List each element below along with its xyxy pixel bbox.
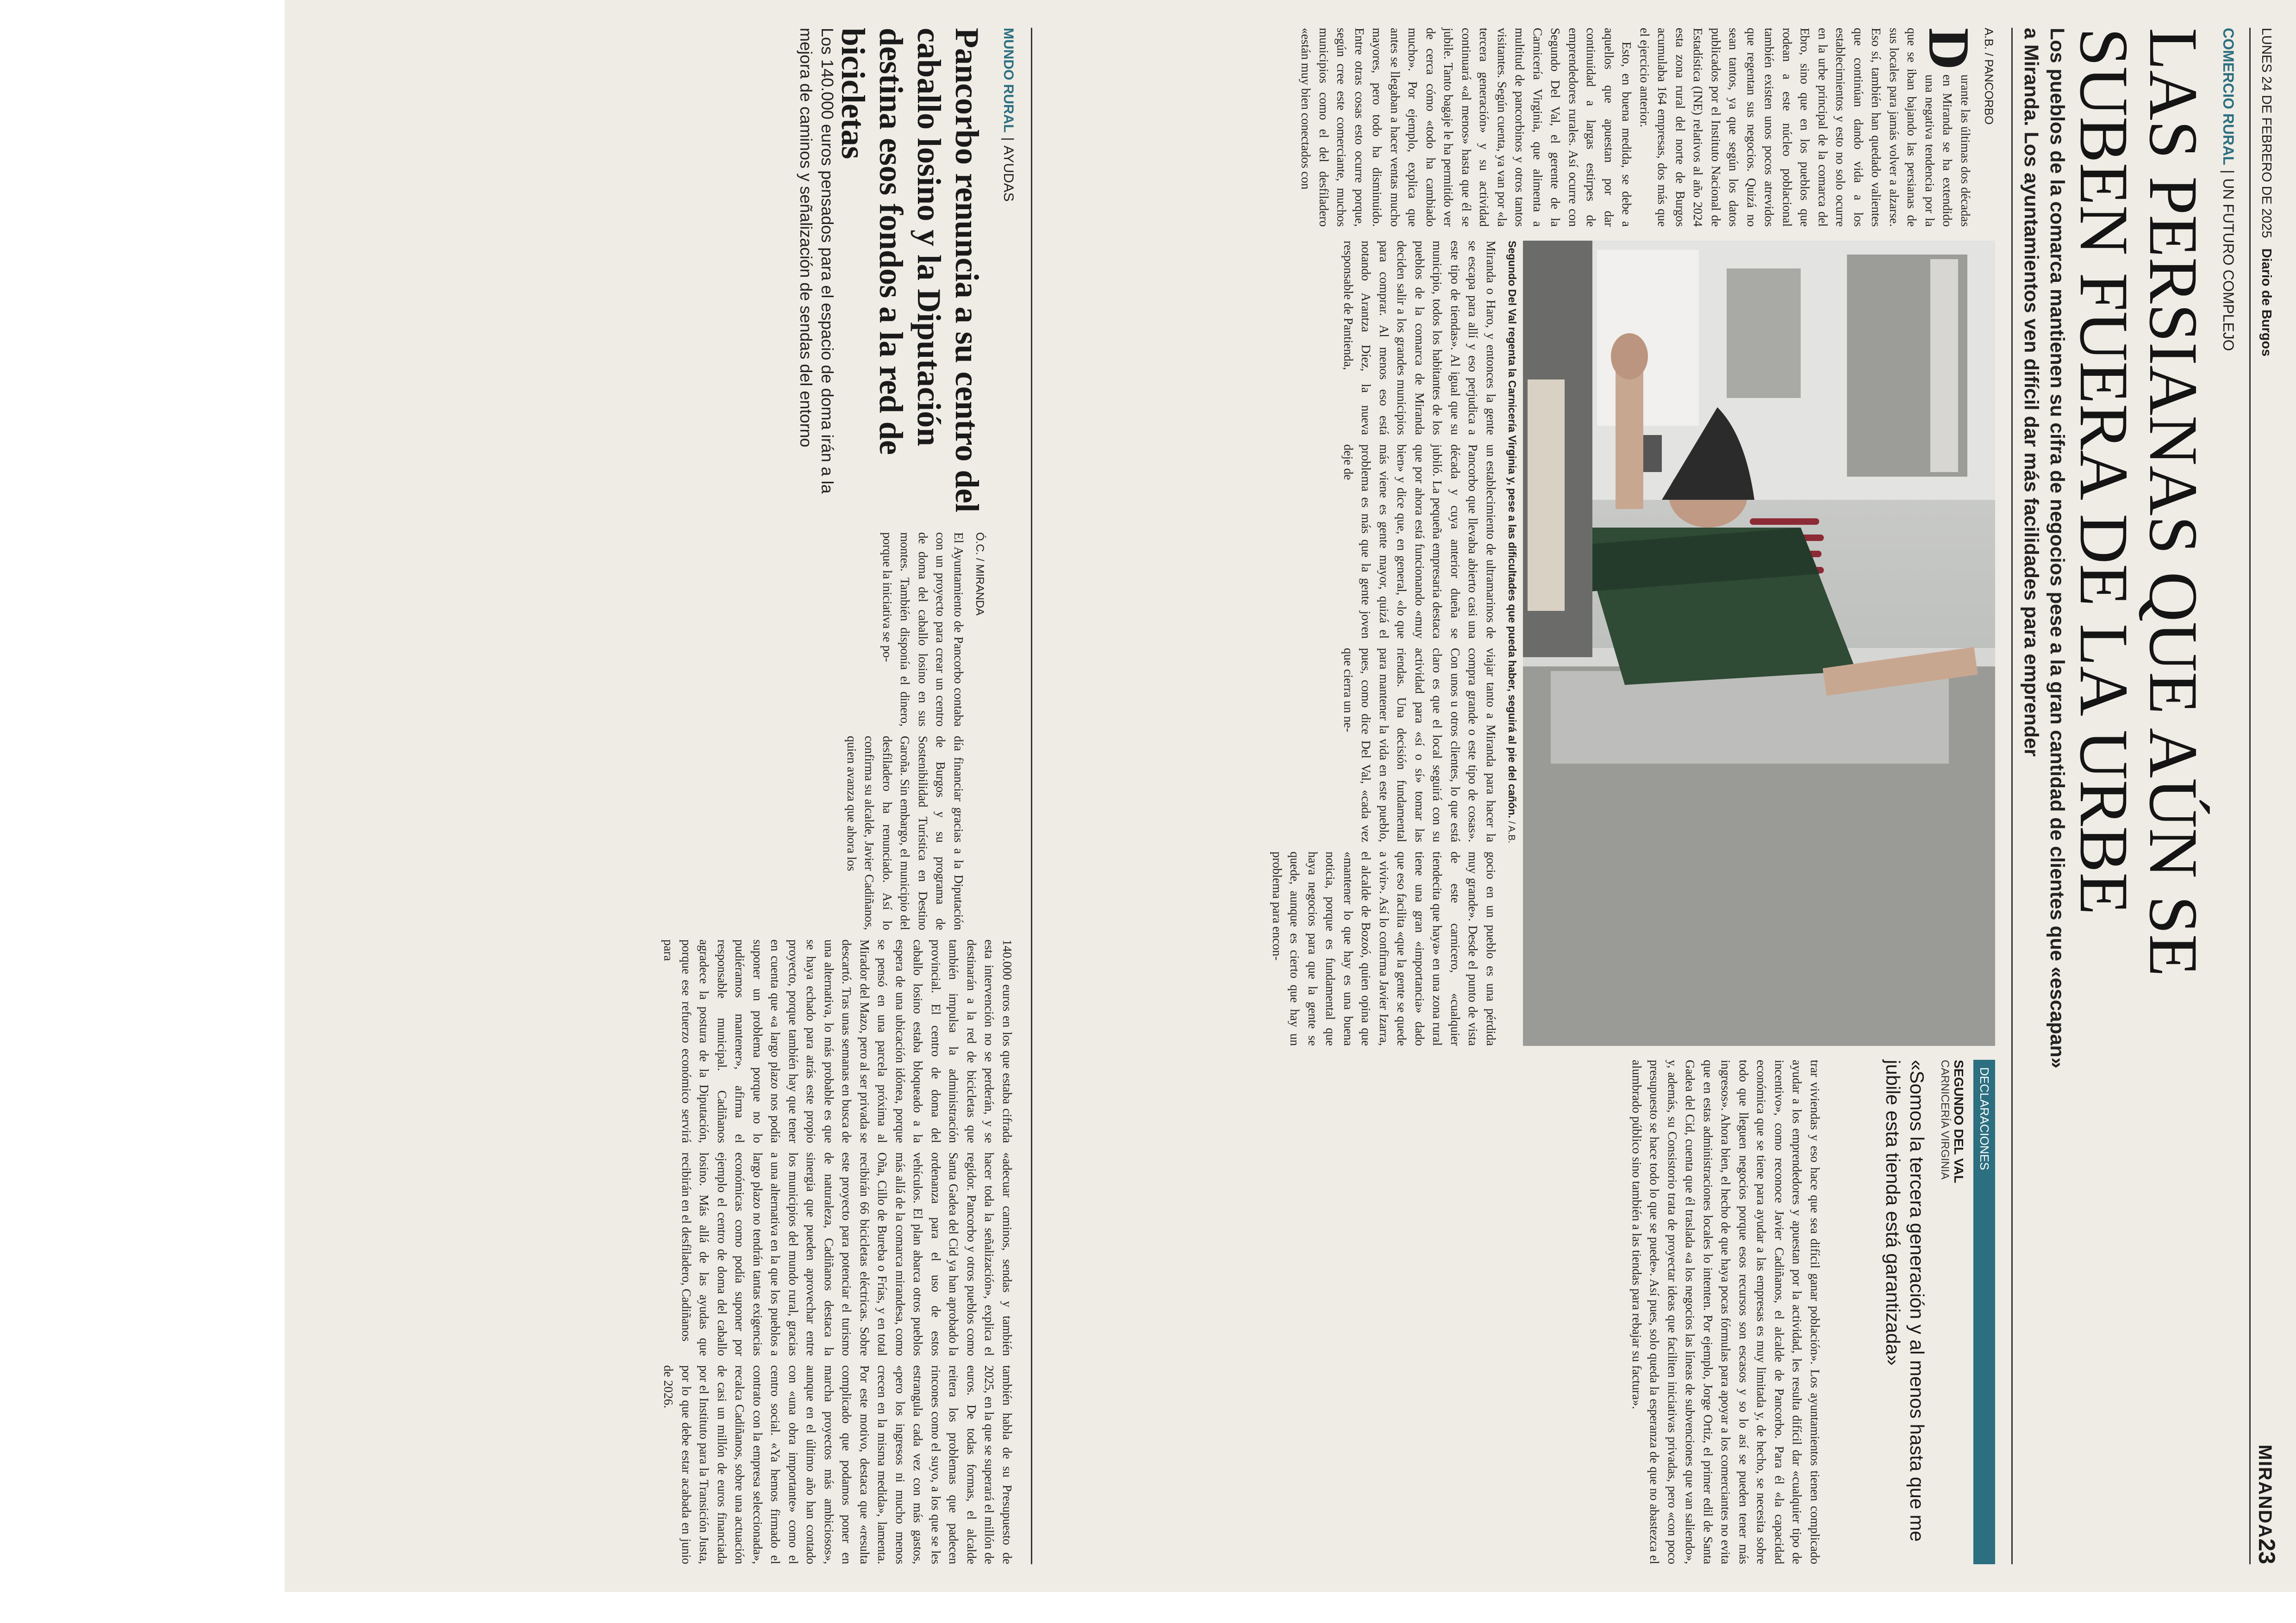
- main-col4-text: viajar tanto a Miranda para hacer la compra grande o este tipo de cosas». Con unos u otros clientes, lo que está claro es que el local seguirá con su actividad para «sí o sí» tomar las riendas. Una decisión fundamental para mantener la vida en este pueblo, pues, como dice Del Val, «cada vez que cierra un ne-: [1341, 648, 1498, 842]
- main-col1-p2: Esto, en buena medida, se debe a aquellos que apuestan por dar continuidad a largas estirpes de emprendedores rurales. Así ocurre con Segundo Del Val, el gerente de la Carnicería Virginia, que alimenta a multitud de pancorbinos y otros tantos visitantes. Según cuenta, ya van por «la tercera generación» y su actividad continuará «al menos» hasta que él se jubile. Tanto bagaje le ha permitido ver de cerca cómo «todo ha cambiado mucho». Por ejemplo, explica que antes se llegaban a hacer ventas mucho mayores, pero todo ha disminuido. Entre otras cosas esto ocurre porque, según cree este comerciante, muchos municipios como el del desfiladero «están muy bien conectados con: [1299, 28, 1634, 227]
- photo-caption: Segundo Del Val regenta la Carnicería Virginia y, pese a las dificultades que pueda haber, seguirá al pie del cañón.: [1506, 241, 1518, 818]
- main-column-2: [1037, 241, 1500, 435]
- article-separator: [1031, 28, 1032, 1564]
- second-tag-sub: AYUDAS: [1001, 145, 1016, 202]
- main-tag: COMERCIO RURAL|UN FUTURO COMPLEJO: [2220, 28, 2237, 351]
- newspaper-sheet: [285, 0, 2296, 1592]
- second-col2-text: día financiar gracias a la Diputación de Burgos y su programa de Sostenibilidad Turística en Destino Garoña. Sin embargo, el municipio del desfiladero ha renunciado. Así lo confirma su alcalde, Javier Cadiñanos, quien avanza que ahora los: [845, 736, 966, 930]
- main-subhead: Los pueblos de la comarca mantienen su cifra de negocios pese a la gran cantidad de clientes que «escapan» a Miranda. Los ayuntamientos ven difícil dar más facilidades para emprender: [2020, 28, 2068, 1069]
- main-column-5: [1037, 852, 1500, 1046]
- page-header-right: [2253, 1370, 2280, 1564]
- main-byline: A.B. / PANCORBO: [1982, 28, 1995, 125]
- header-section: MIRANDA: [2255, 1444, 2275, 1539]
- second-col1-text: El Ayuntamiento de Pancorbo contaba con un proyecto para crear un centro de doma del caballo losino en sus montes. También disponía el dinero, porque la iniciativa se po-: [880, 532, 966, 727]
- second-headline: Pancorbo renuncia a su centro del caballo losino y la Diputación destina esos fondos a la red de bicicletas: [835, 28, 986, 513]
- photo-caption-line: [1506, 241, 1518, 1046]
- header-date: LUNES 24 DE FEBRERO DE 2025: [2259, 28, 2274, 238]
- second-tag: MUNDO RURAL|AYUDAS: [1001, 28, 1016, 202]
- main-col5-text: gocio en un pueblo es una pérdida muy grande». Desde el punto de vista de este carnicero, «cualquier tiendecita que haya» en una zona rural tiene una gran «importancia» dado que eso facilita «que la gente se quede a vivir». Así lo confirma Javier Izarra, el alcalde de Bozoó, quien opina que «mantener lo que hay es una buena noticia, porque es fundamental que haya negocios para que la gente se quede, aunque es cierto que hay un problema para encon-: [1270, 852, 1498, 1046]
- second-column-4: [680, 1152, 1016, 1356]
- main-col2-text: Miranda o Haro, y entonces la gente se escapa para allí y eso perjudica a este tipo de tiendas». Al igual que su municipio, todos los habitantes de los pueblos de la comarca de Miranda deciden salir a los grandes municipios para comprar. Al menos eso está notando Arantza Díez, la nueva responsable de Pantienda,: [1341, 241, 1498, 435]
- main-col6-text: trar viviendas y eso hace que sea difícil ganar población». Los ayuntamientos tienen complicado ayudar a los emprendedores y apuestan por la actividad, les resulta difícil dar «cualquier tipo de incentivo», como reconoce Javier Cadiñanos, el alcalde de Pancorbo. Para él «la capacidad económica que se tiene para ayudar a las empresas es muy limitada y, de hecho, se necesita sobre todo que lleguen negocios porque esos recursos son escasos y so lo así se pueden tener más ingresos». Ahora bien, el hecho de que haya pocas fórmulas para apoyar a los comerciantes no evita que en estas administraciones locales lo intenten. Por ejemplo, Jorge Ortiz, el primer edil de Santa Gadea del Cid, cuenta que él traslada «a los negocios las líneas de subvenciones que van saliendo», y, además, su Consistorio trata de proyectar ideas que faciliten iniciativas privadas, pero «con poco presupuesto se hace todo lo que se puede». Así pues, solo queda la esperanza de que no abastezca el alumbrado público sino también a las tiendas para rebajar su factura».: [1630, 1060, 1822, 1564]
- main-col1-p1: urante las últimas dos décadas en Miranda se ha extendido una negativa tendencia por la que se iban bajando las persianas de sus locales para jamás volver a alzarse. Eso sí, también han quedado valientes que continúan dando vida a los establecimientos y esto no solo ocurre en la urbe principal de la comarca del Ebro, sino que en los pueblos que rodean a este núcleo poblacional también existen unos pocos atrevidos que regentan sus negocios. Quizá no sean tantos, ya que según los datos publicados por el Instituto Nacional de Estadística (INE) relativos al año 2024 esta zona rural del norte de Burgos acumulaba 164 empresas, dos más que el ejercicio anterior.: [1638, 28, 1972, 227]
- header-rule: [2249, 28, 2251, 1564]
- second-col5-text: también habla de su Presupuesto de 2025, en la que se superará el millón de euros. De todas formas, el alcalde reitera los problemas que padecen rincones como el suyo, a los que se les estrangula cada vez con más gastos, «pero los ingresos ni mucho menos crecen en la misma medida», lamenta. Por este motivo, destaca que «resulta complicado que podamos poner en marcha proyectos más ambiciosos», aunque en el último año han contado con «una obra importante» como el centro social. «Ya hemos firmado el contrato con la empresa seleccionada», recalca Cadiñanos, sobre una actuación de casi un millón de euros financiada por el Instituto para la Transición Justa, por lo que debe estar acabada en junio de 2026.: [661, 1365, 1014, 1564]
- sidebar-role: CARNICERÍA VIRGINIA: [1939, 1060, 1951, 1180]
- second-column-1: [782, 532, 967, 727]
- sidebar-name: SEGUNDO DEL VAL: [1952, 1060, 1966, 1183]
- second-col4-text: «adecuar caminos, sendas y también hacer toda la señalización», explica el regidor. Pancorbo y otros pueblos como Santa Gadea del Cid ya han aprobado la ordenanza para el uso de estos vehículos. El plan abarca otros pueblos más allá de la comarca mirandesa, como Oña, Cillo de Bureba o Frías, y en total recibirán 66 bicicletas eléctricas. Sobre este proyecto para potenciar el turismo de naturaleza, Cadiñanos destaca la sinergia que pueden aprovechar entre los municipios del mundo rural, gracias a una alternativa en la que los pueblos a largo plazo no tendrán tantas exigencias económicas como podía suponer por ejemplo el centro de doma del caballo losino. Más allá de las ayudas que recibirán en el desfiladero, Cadiñanos: [680, 1152, 1014, 1356]
- page-header-left: [2259, 28, 2274, 356]
- subhead-rule: [2011, 28, 2013, 1564]
- main-column-1: [1299, 28, 1981, 227]
- second-subhead: Los 140.000 euros pensados para el espacio de doma irán a la mejora de caminos y señalización de sendas del entorno: [797, 28, 837, 494]
- main-column-3: [1037, 444, 1500, 639]
- main-tag-sub: UN FUTURO COMPLEJO: [2220, 178, 2237, 351]
- second-tag-label: MUNDO RURAL: [1001, 28, 1016, 133]
- header-paper: Diario de Burgos: [2259, 248, 2274, 357]
- newspaper-page: [285, 0, 2296, 1592]
- butcher-photo: [1523, 241, 1995, 1046]
- second-col3-text: 140.000 euros en los que estaba cifrada esta intervención no se perderán, y se destinarán a la red de bicicletas que también impulsa la administración provincial. El centro de doma del caballo losino estaba bloqueado a la espera de una ubicación idónea, porque se pensó en una parcela próxima al Mirador del Mazo, pero al ser privada se descartó. Tras unas semanas en busca de una alternativa, lo más probable es que se haya echado para atrás este propio proyecto, porque también hay que tener en cuenta que «a largo plazo nos podía suponer un problema porque no lo pudiéramos mantener», afirma el responsable municipal. Cadiñanos agradece la postura de la Diputación, porque ese refuerzo económico servirá para: [661, 939, 1014, 1143]
- second-column-3: [661, 939, 1016, 1143]
- second-byline: Ó.C. / MIRANDA: [973, 532, 986, 616]
- dropcap: D: [1916, 28, 1981, 70]
- sidebar-quote: «Somos la tercera generación y al menos hasta que me jubile esta tienda está garantizada»: [1882, 1060, 1928, 1542]
- main-headline: LAS PERSIANAS QUE AÚN SE SUBEN FUERA DE LA URBE: [2065, 28, 2212, 977]
- sidebar-label: DECLARACIONES: [1973, 1060, 1995, 1564]
- header-page-number: 23: [2254, 1538, 2280, 1564]
- main-tag-label: COMERCIO RURAL: [2220, 28, 2237, 165]
- photo-credit: / A.B.: [1506, 821, 1516, 844]
- main-column-4: [1037, 648, 1500, 842]
- main-column-6: [1500, 1060, 1824, 1564]
- main-col3-text: un establecimiento de ultramarinos de Pancorbo que llevaba abierto casi una década y cuya anterior dueña se jubiló. La pequeña empresaria destaca que por ahora está funcionando «muy bien» y dice que, en general, «lo que más viene es gente mayor, quizá el problema es más que la gente joven deje de: [1341, 444, 1498, 639]
- main-photo: [1523, 241, 1995, 1046]
- second-column-2: [782, 736, 967, 930]
- second-column-5: [661, 1365, 1016, 1564]
